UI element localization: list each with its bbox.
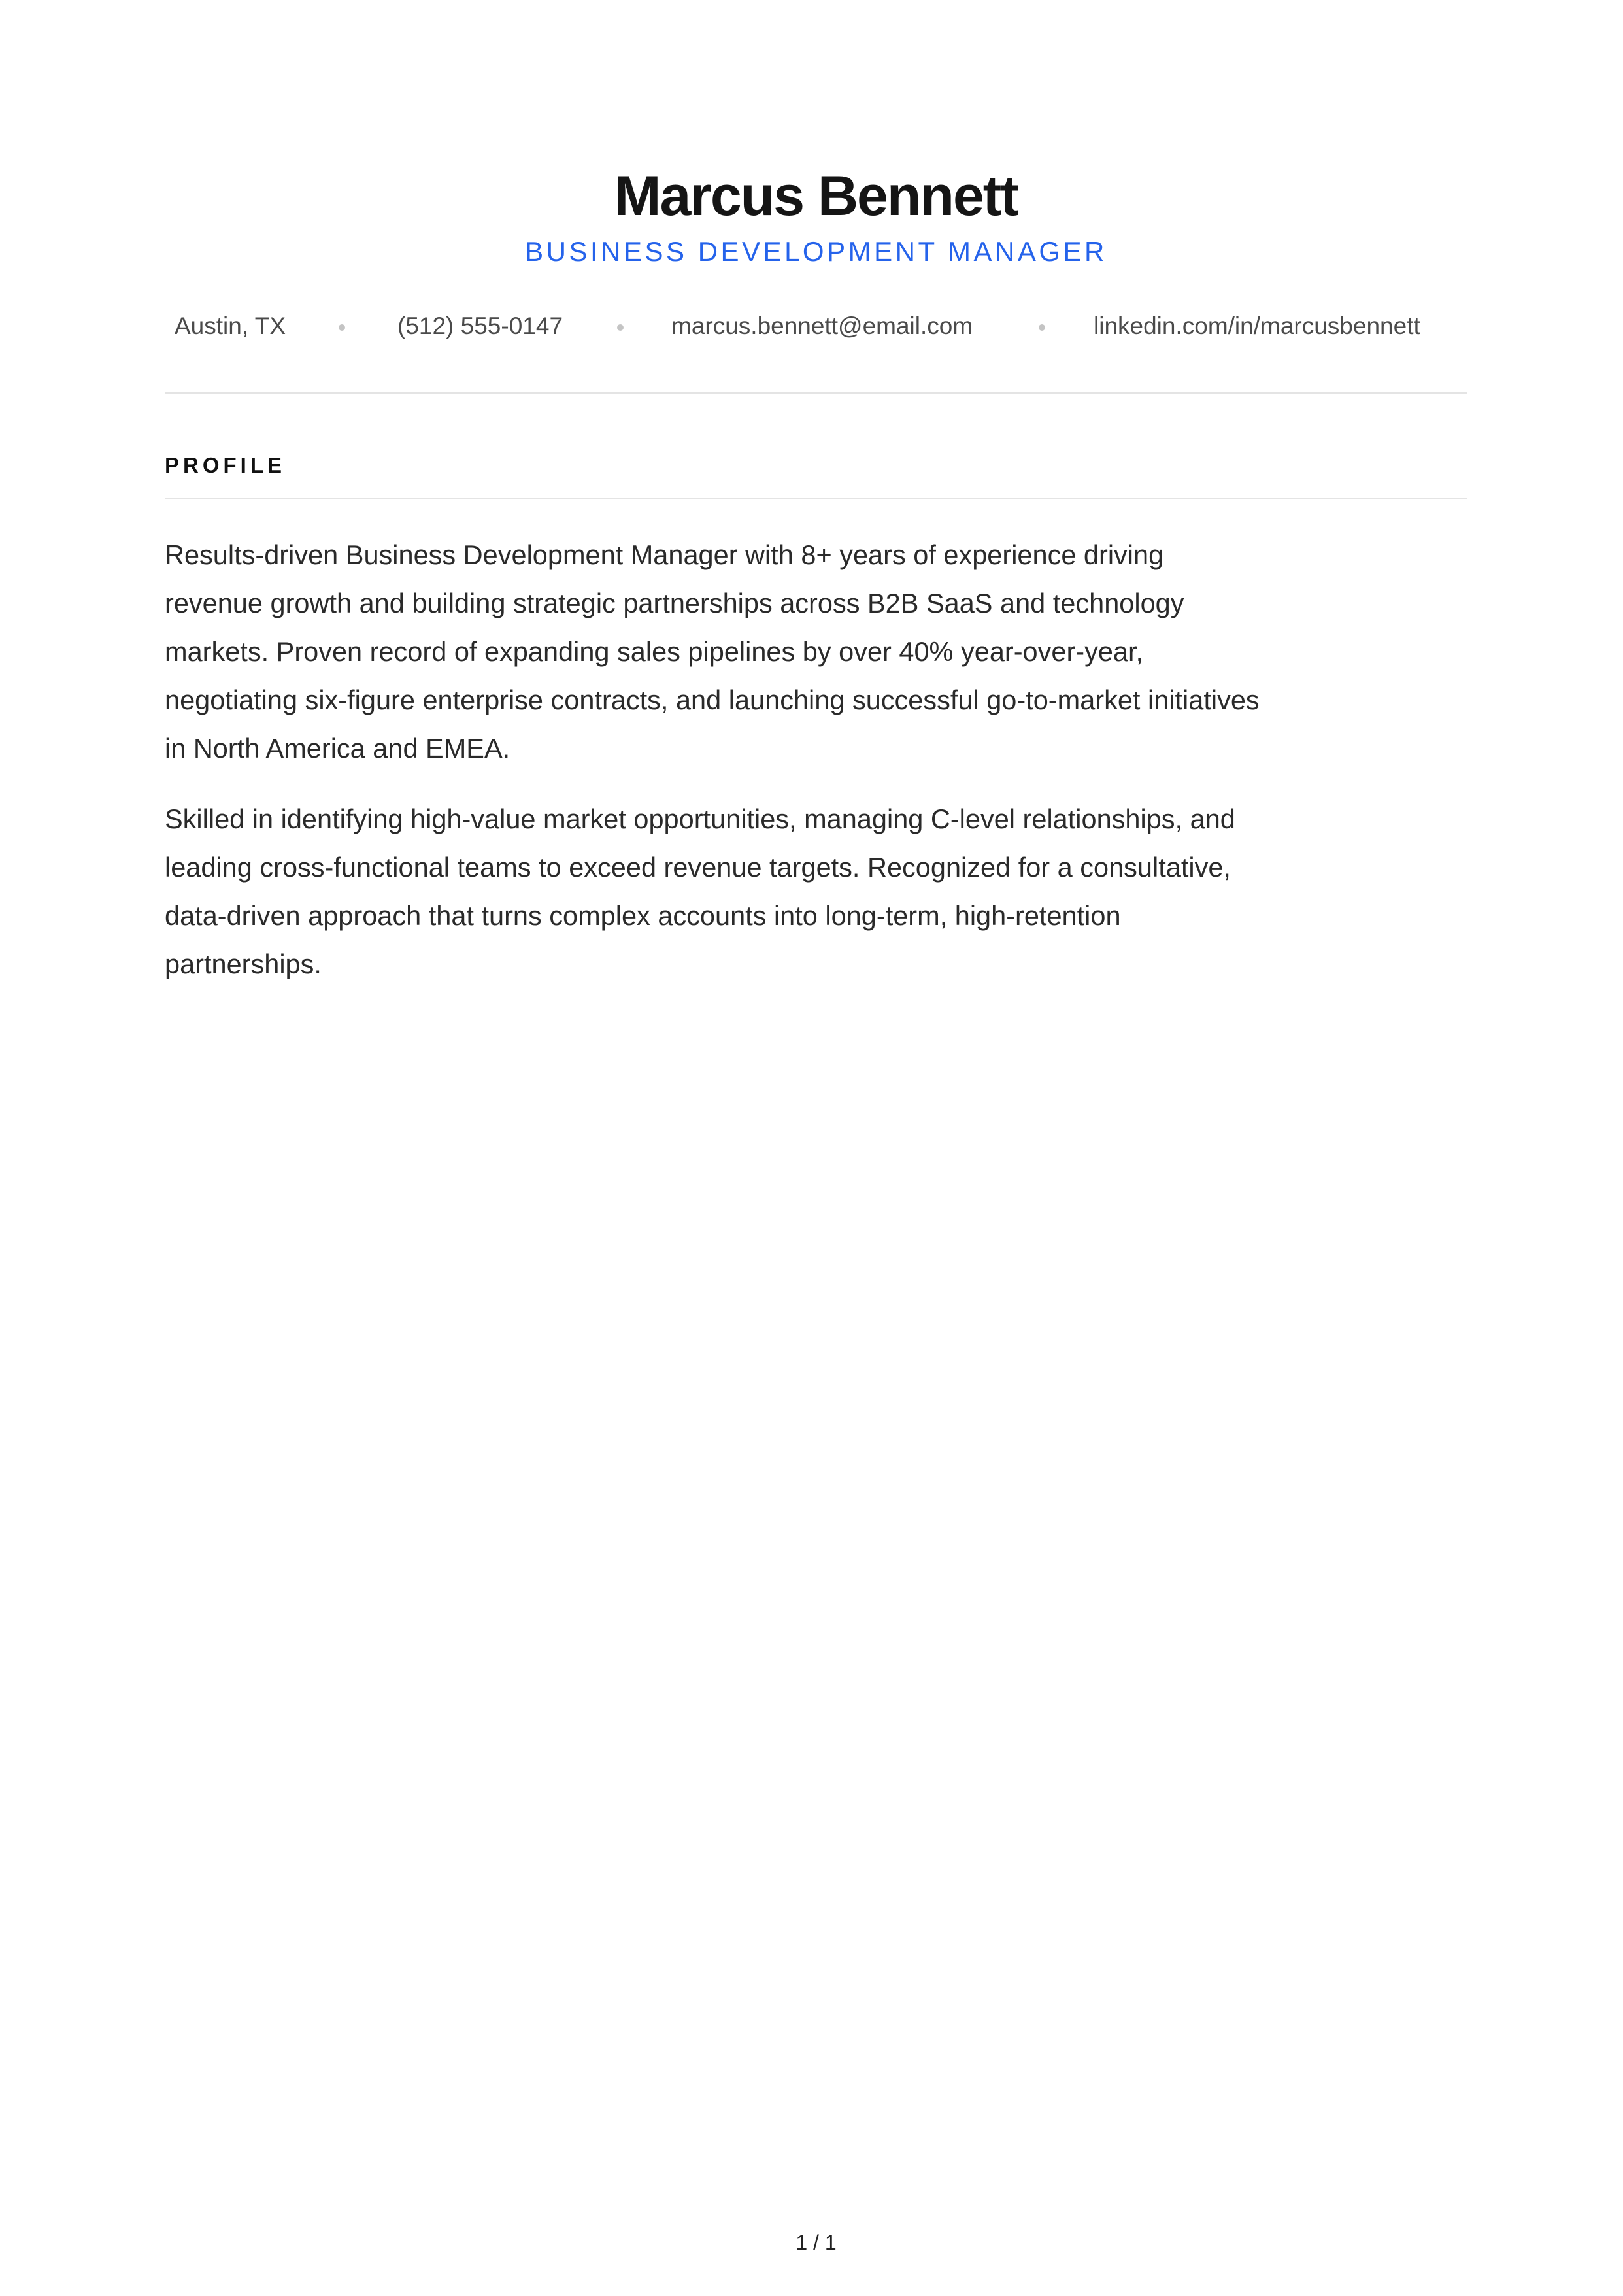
page-number: 1 / 1 [795, 2231, 837, 2254]
contact-location: Austin, TX [175, 312, 286, 339]
section-heading-profile: PROFILE [165, 453, 286, 477]
contact-bar [165, 309, 1467, 343]
separator-dot [1039, 324, 1045, 331]
section-divider [165, 498, 1467, 499]
candidate-name: Marcus Bennett [614, 165, 1018, 228]
profile-paragraph: Skilled in identifying high-value market opportunities, managing C-level relationships, and leading cross-functional teams to exceed revenue targets. Recognized for a consultative, data-driven approach that turns complex accounts into long-term, high-retention partnerships. [165, 803, 1235, 979]
header-divider [165, 392, 1467, 394]
separator-dot [617, 324, 624, 331]
profile-body [165, 531, 1263, 1011]
contact-phone: (512) 555-0147 [397, 312, 563, 339]
contact-linkedin[interactable]: linkedin.com/in/marcusbennett [1094, 312, 1420, 339]
job-title: BUSINESS DEVELOPMENT MANAGER [525, 236, 1107, 267]
resume-page [165, 0, 1467, 2296]
contact-email[interactable]: marcus.bennett@email.com [671, 312, 973, 339]
resume-header [165, 163, 1467, 268]
profile-paragraph: Results-driven Business Development Manager with 8+ years of experience driving revenue growth and building strategic partnerships across B2B SaaS and technology markets. Proven record of expanding sales pipelines by over 40% year-over-year, negotiating six-figure enterprise contracts, and launching successful go-to-market initiatives in North America and EMEA. [165, 539, 1260, 764]
separator-dot [339, 324, 345, 331]
